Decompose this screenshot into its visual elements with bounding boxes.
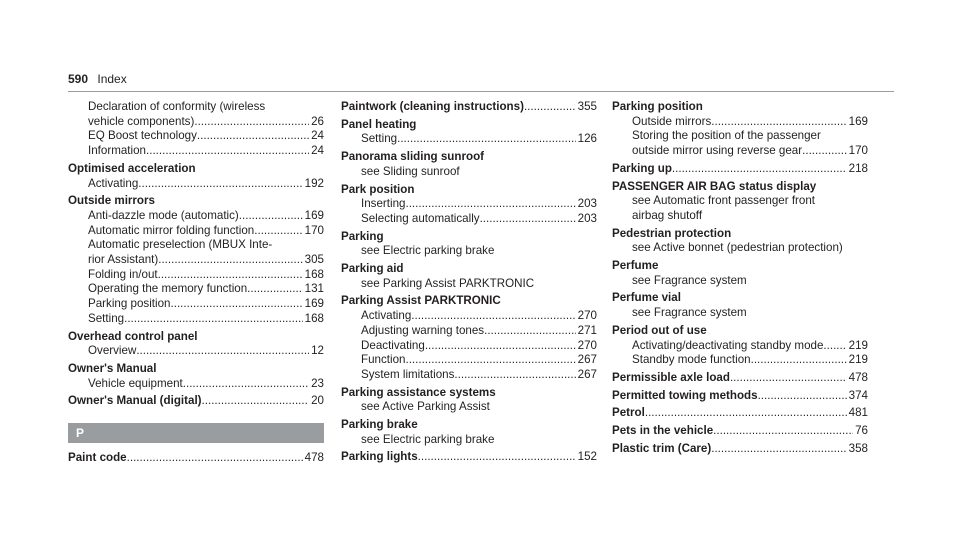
index-subentry-line [612,194,868,209]
index-keyword: Parking aid [341,262,404,276]
leader-dots [758,389,847,404]
index-subentry-line [68,115,324,130]
leader-dots [645,406,847,421]
index-keyword: Pedestrian protection [612,226,732,240]
index-subentry-line [68,297,324,312]
page-header [68,72,127,86]
index-entry [68,194,324,326]
index-subentry-line [68,344,324,359]
index-keyword: Parking [341,229,384,243]
index-subentry-line [341,132,597,147]
index-keyword: Permissible axle load [612,370,730,384]
index-keyword: PASSENGER AIR BAG status display [612,179,817,193]
index-subentry: Parking position [88,297,171,311]
index-subentry-line [341,368,597,383]
index-keyword: Petrol [612,406,645,420]
leader-dots [239,209,303,224]
index-subentry-line [68,253,324,268]
page-reference[interactable]: 478 [304,451,324,465]
index-keyword-line [341,262,597,277]
index-subentry-line [341,309,597,324]
index-entry [612,424,868,439]
index-subentry-line [341,212,597,227]
index-subentry: Automatic preselection (MBUX Inte- [88,238,273,252]
index-keyword: Panel heating [341,117,417,131]
index-subentry-line [68,268,324,283]
index-subentry: Declaration of conformity (wireless [88,100,266,113]
index-keyword: Parking assistance systems [341,385,496,399]
index-entry [341,118,597,147]
index-keyword: Parking brake [341,418,418,432]
page-reference[interactable]: 267 [577,367,597,381]
leader-dots [802,144,847,159]
leader-dots [171,297,303,312]
index-entry [341,230,597,259]
leader-dots [454,368,575,383]
index-subentry: Folding in/out [88,267,158,281]
index-entry [341,262,597,291]
index-entry [612,389,868,404]
index-subentry: Activating [88,176,139,190]
leader-dots [711,442,846,457]
index-subentry-line [612,353,868,368]
page-reference[interactable]: 219 [848,338,868,352]
index-keyword-line [341,118,597,133]
leader-dots [194,115,309,130]
index-subentry: Automatic mirror folding function [88,223,255,237]
page-number: 590 [68,72,89,86]
page-reference[interactable]: 169 [304,208,324,222]
index-subentry-line [341,400,597,415]
page-reference[interactable]: 20 [311,394,324,408]
page-reference[interactable]: 152 [577,450,597,464]
index-keyword: Parking up [612,161,672,175]
index-subentry: Setting [361,132,398,146]
section-letter-bar: P [68,423,324,443]
index-keyword-line [341,150,597,165]
index-subentry-line [68,238,324,253]
leader-dots [197,129,309,144]
leader-dots [713,424,853,439]
index-subentry-line [612,241,868,256]
index-keyword-line [341,294,597,309]
page-reference[interactable]: 126 [577,132,597,146]
index-keyword: Park position [341,182,415,196]
page-reference[interactable]: 24 [311,129,324,143]
index-subentry-line [341,165,597,180]
index-subentry: Inserting [361,197,406,211]
index-subentry-line [68,129,324,144]
index-subentry-line [341,353,597,368]
page-reference[interactable]: 203 [577,197,597,211]
index-subentry: Overview [88,344,137,358]
index-keyword-line [612,162,868,177]
page-reference[interactable]: 24 [311,144,324,158]
leader-dots [425,339,576,354]
index-keyword: Plastic trim (Care) [612,441,712,455]
index-entry [612,100,868,159]
index-keyword: Optimised acceleration [68,161,196,175]
page-reference[interactable]: 192 [304,176,324,190]
index-entry [341,183,597,227]
leader-dots [254,224,302,239]
leader-dots [158,253,302,268]
page-reference[interactable]: 203 [577,211,597,225]
leader-dots [672,162,847,177]
index-subentry: see Electric parking brake [361,244,495,258]
index-subentry-line [612,115,868,130]
index-keyword-line [341,230,597,245]
leader-dots [397,132,576,147]
index-subentry: Information [88,144,146,158]
page-reference[interactable]: 23 [311,376,324,390]
index-subentry: see Electric parking brake [361,432,495,446]
leader-dots [418,450,576,465]
index-subentry-line [612,144,868,159]
index-subentry-line [612,274,868,289]
index-keyword-line [341,100,597,115]
page-reference[interactable]: 481 [848,406,868,420]
index-subentry: System limitations [361,367,455,381]
page-reference[interactable]: 358 [848,441,868,455]
page-reference[interactable]: 169 [304,297,324,311]
index-keyword: Period out of use [612,323,707,337]
index-keyword-line [341,183,597,198]
index-keyword-line [68,394,324,409]
index-keyword-line [341,450,597,465]
index-subentry: Setting [88,311,125,325]
index-keyword: Perfume vial [612,291,681,305]
index-subentry-line [612,129,868,144]
index-entry [341,100,597,115]
index-entry [68,330,324,359]
index-keyword-line [612,424,868,439]
index-keyword: Overhead control panel [68,329,198,343]
leader-dots [202,394,310,409]
index-subentry: see Active bonnet (pedestrian protection) [632,241,843,255]
leader-dots [405,353,575,368]
index-column-3 [612,100,868,456]
index-entry [612,291,868,320]
index-entry [612,371,868,386]
index-subentry-line [612,209,868,224]
index-subentry: Adjusting warning tones [361,323,485,337]
index-entry [612,180,868,224]
index-subentry: Vehicle equipment [88,376,183,390]
page-reference[interactable]: 478 [848,370,868,384]
leader-dots [480,212,576,227]
page-reference[interactable]: 218 [848,161,868,175]
index-subentry: see Automatic front passenger front [632,194,816,208]
index-subentry: Outside mirrors [632,114,712,128]
index-subentry-line [341,244,597,259]
index-subentry: Selecting automatically [361,211,480,225]
index-keyword: Owner's Manual [68,361,157,375]
index-keyword-line [68,451,324,466]
index-subentry: airbag shutoff [632,208,703,222]
index-entry [612,162,868,177]
index-keyword: Paintwork (cleaning instructions) [341,100,524,113]
page-reference[interactable]: 131 [304,282,324,296]
index-keyword-line [68,330,324,345]
leader-dots [136,344,309,359]
page-reference[interactable]: 305 [304,253,324,267]
leader-dots [524,100,576,115]
index-keyword-line [612,324,868,339]
page-reference[interactable]: 271 [577,323,597,337]
index-subentry: see Active Parking Assist [361,400,490,414]
index-keyword-line [68,194,324,209]
index-entry [68,362,324,391]
index-keyword-line [341,386,597,401]
index-subentry-line [68,100,324,115]
index-keyword-line [612,442,868,457]
index-subentry-line [68,377,324,392]
index-keyword-line [341,418,597,433]
index-keyword-line [612,180,868,195]
index-entry [341,450,597,465]
index-subentry-line [68,177,324,192]
index-subentry: Deactivating [361,338,425,352]
index-subentry-line [612,339,868,354]
index-subentry: Storing the position of the passenger [632,129,821,143]
page-reference[interactable]: 270 [577,309,597,323]
index-subentry-line [68,282,324,297]
index-entry [68,394,324,409]
index-subentry-line [68,144,324,159]
leader-dots [124,312,303,327]
index-keyword-line [612,371,868,386]
index-subentry-line [341,339,597,354]
leader-dots [158,268,303,283]
leader-dots [138,177,302,192]
leader-dots [484,324,576,339]
page-reference[interactable]: 26 [311,114,324,128]
index-keyword-line [612,291,868,306]
index-subentry: Standby mode function [632,353,751,367]
page-reference[interactable]: 374 [848,388,868,402]
leader-dots [730,371,847,386]
leader-dots [146,144,309,159]
index-subentry: rior Assistant) [88,253,159,267]
index-subentry-line [341,197,597,212]
index-subentry-line [68,312,324,327]
index-keyword-line [68,362,324,377]
leader-dots [247,282,302,297]
index-entry [612,227,868,256]
index-keyword: Parking position [612,100,703,113]
index-subentry: Anti-dazzle mode (automatic) [88,208,239,222]
index-subentry-line [341,433,597,448]
index-keyword: Permitted towing methods [612,388,758,402]
page-section-title: Index [97,72,127,86]
index-entry [68,100,324,159]
index-subentry-line [68,224,324,239]
index-entry [68,162,324,191]
page-reference[interactable]: 170 [848,144,868,158]
page-reference[interactable]: 168 [304,311,324,325]
index-subentry-line [341,324,597,339]
index-entry [612,442,868,457]
page-reference[interactable]: 219 [848,353,868,367]
index-keyword: Pets in the vehicle [612,424,714,438]
page-reference[interactable]: 169 [848,114,868,128]
index-entry [341,418,597,447]
index-subentry-line [612,306,868,321]
page-reference[interactable]: 267 [577,353,597,367]
index-keyword-line [612,406,868,421]
index-keyword-line [612,227,868,242]
index-entry [341,150,597,179]
index-keyword: Perfume [612,259,659,273]
page-reference[interactable]: 168 [304,267,324,281]
index-entry [341,294,597,382]
index-keyword-line [612,259,868,274]
index-subentry: Operating the memory function [88,282,248,296]
index-keyword-line [68,162,324,177]
leader-dots [711,115,846,130]
page-reference[interactable]: 170 [304,223,324,237]
index-subentry: see Sliding sunroof [361,164,460,178]
index-entry [68,451,324,466]
index-subentry: Function [361,353,406,367]
index-entry [612,259,868,288]
index-keyword-line [612,100,868,115]
index-keyword: Parking Assist PARKTRONIC [341,294,501,308]
page-reference[interactable]: 270 [577,338,597,352]
index-keyword: Parking lights [341,450,418,464]
index-keyword: Panorama sliding sunroof [341,150,485,164]
header-rule [68,91,894,92]
index-column-2 [341,100,597,465]
index-subentry: EQ Boost technology [88,129,197,143]
index-subentry: see Parking Assist PARKTRONIC [361,276,535,290]
index-subentry: see Fragrance system [632,306,747,320]
index-subentry-line [68,209,324,224]
leader-dots [823,339,846,354]
index-column-1 [68,100,324,466]
page-reference[interactable]: 355 [577,100,597,113]
leader-dots [411,309,575,324]
index-keyword-line [612,389,868,404]
leader-dots [751,353,847,368]
index-keyword: Outside mirrors [68,194,155,208]
index-entry [612,406,868,421]
index-subentry: see Fragrance system [632,273,747,287]
index-entry [612,324,868,368]
index-keyword: Owner's Manual (digital) [68,394,202,408]
index-keyword: Paint code [68,451,127,465]
index-subentry: vehicle components) [88,114,195,128]
index-subentry: outside mirror using reverse gear [632,144,803,158]
index-subentry: Activating/deactivating standby mode [632,338,824,352]
page-reference[interactable]: 76 [855,424,868,438]
page-reference[interactable]: 12 [311,344,324,358]
index-entry [341,386,597,415]
index-subentry-line [341,277,597,292]
leader-dots [405,197,575,212]
index-subentry: Activating [361,309,412,323]
leader-dots [127,451,303,466]
leader-dots [183,377,309,392]
